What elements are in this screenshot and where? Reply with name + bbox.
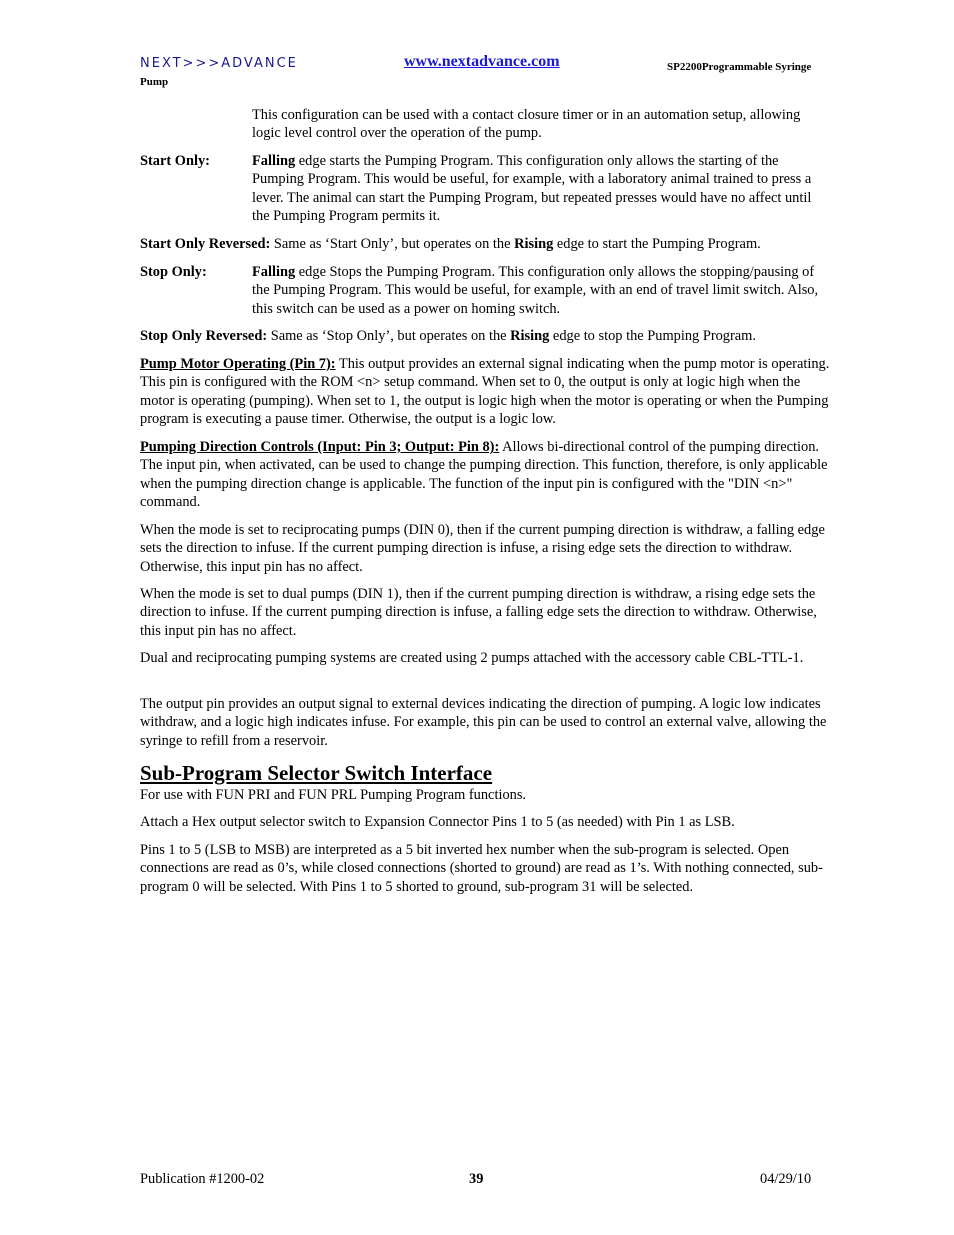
output-pin-paragraph: The output pin provides an output signal to external devices indicating the direction of pumping. A logic low indicates withdraw, and a logic high indicates infuse. For example, this pin can be used to control an external valve, allowing the syringe to refill from a reservoir. <box>140 696 827 749</box>
stop-only-reversed-text: Same as ‘Stop Only’, but operates on the <box>267 328 511 344</box>
product-name-continued: Pump <box>140 76 169 88</box>
start-only-term: Start Only: <box>140 153 210 169</box>
subprogram-paragraph-3: Pins 1 to 5 (LSB to MSB) are interpreted as a 5 bit inverted hex number when the sub-program is selected. Open connections are read as 0’s, while closed connections (shorted to ground) are read as 1’s. With nothing connected, sub-program 0 will be selected. With Pins 1 to 5 shorted to ground, sub-program 31 will be selected. <box>140 842 823 895</box>
stop-only-description <box>252 263 830 318</box>
website-link[interactable]: www.nextadvance.com <box>404 53 560 70</box>
company-logo: NEXT>>>ADVANCE <box>140 56 298 71</box>
stop-only-reversed-paragraph <box>140 327 830 345</box>
stop-only-reversed-text-end: edge to stop the Pumping Program. <box>549 328 756 344</box>
stop-only-term: Stop Only: <box>140 264 207 280</box>
pumping-direction-paragraph <box>140 438 830 512</box>
start-only-reversed-text: Same as ‘Start Only’, but operates on the <box>270 236 515 252</box>
page-number: 39 <box>469 1171 484 1187</box>
publication-date: 04/29/10 <box>760 1171 812 1187</box>
start-only-reversed-term: Start Only Reversed: <box>140 236 271 252</box>
pumping-direction-heading: Pumping Direction Controls (Input: Pin 3; Output: Pin 8): <box>140 439 500 455</box>
dual-pumps-paragraph: When the mode is set to dual pumps (DIN 1), then if the current pumping direction is withdraw, a rising edge sets the direction to infuse. If the current pumping direction is infuse, a falling edge sets the direction to withdraw. Otherwise, this input pin has no affect. <box>140 586 817 639</box>
stop-only-text: edge Stops the Pumping Program. This configuration only allows the stopping/pausing of the Pumping Program. This would be useful, for example, with an end of travel limit switch. Also, this switch can be used as a power on homing switch. <box>252 264 819 317</box>
stop-only-lead: Falling <box>252 264 296 280</box>
pump-motor-paragraph <box>140 355 830 429</box>
start-only-reversed-bold: Rising <box>514 236 554 252</box>
stop-only-reversed-bold: Rising <box>510 328 550 344</box>
start-only-reversed-text-end: edge to start the Pumping Program. <box>553 236 761 252</box>
stop-only-reversed-term: Stop Only Reversed: <box>140 328 268 344</box>
start-only-reversed-paragraph <box>140 235 830 253</box>
pumping-direction-text: Allows bi-directional control of the pumping direction. The input pin, when activated, can be used to change the pumping direction. This function, therefore, is only applicable when the pumping direction change is applicable. The function of the input pin is configured with the "DIN <n>" command. <box>140 439 828 511</box>
publication-number: Publication #1200-02 <box>140 1171 265 1187</box>
product-name: SP2200Programmable Syringe <box>667 61 812 73</box>
subprogram-heading: Sub-Program Selector Switch Interface <box>140 761 493 785</box>
intro-paragraph: This configuration can be used with a contact closure timer or in an automation setup, allowing logic level control over the operation of the pump. <box>252 107 801 142</box>
pump-motor-heading: Pump Motor Operating (Pin 7): <box>140 356 336 372</box>
subprogram-paragraph-2: Attach a Hex output selector switch to Expansion Connector Pins 1 to 5 (as needed) with Pin 1 as LSB. <box>140 814 735 830</box>
start-only-description <box>252 152 830 226</box>
start-only-text: edge starts the Pumping Program. This configuration only allows the starting of the Pumping Program. This would be useful, for example, with a laboratory animal trained to press a lever. The animal can start the Pumping Program, but repeated presses would have no affect until the Pumping Program permits it. <box>252 153 812 225</box>
pump-motor-text: This output provides an external signal indicating when the pump motor is operating. This pin is configured with the ROM <n> setup command. When set to 0, the output is only at logic high when the motor is operating (pumping). When set to 1, the output is logic high when the motor is operating or when the Pumping program is executing a pause timer. Otherwise, the output is a logic low. <box>140 356 830 428</box>
pumping-systems-paragraph: Dual and reciprocating pumping systems are created using 2 pumps attached with the accessory cable CBL-TTL-1. <box>140 650 804 666</box>
reciprocating-paragraph: When the mode is set to reciprocating pumps (DIN 0), then if the current pumping direction is withdraw, a falling edge sets the direction to infuse. If the current pumping direction is infuse, a rising edge sets the direction to withdraw. Otherwise, this input pin has no affect. <box>140 522 825 575</box>
subprogram-paragraph-1: For use with FUN PRI and FUN PRL Pumping Program functions. <box>140 787 527 803</box>
start-only-lead: Falling <box>252 153 296 169</box>
